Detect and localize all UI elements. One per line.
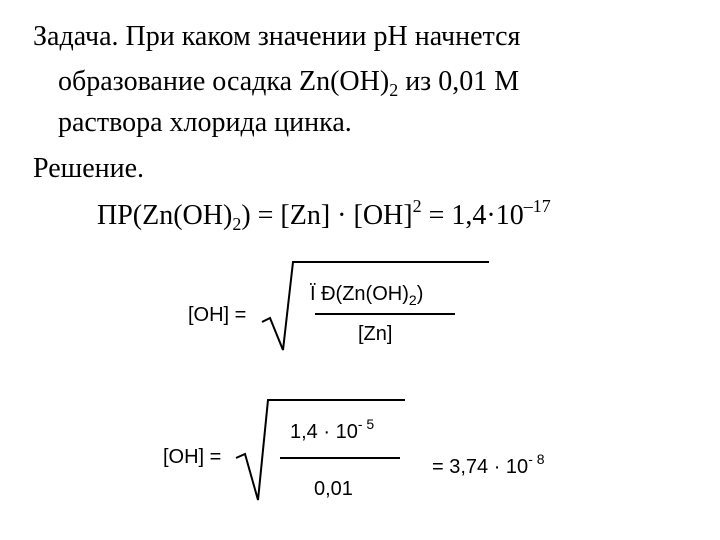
solution-heading: Решение. bbox=[33, 153, 145, 184]
formula1-lhs: [OH] = bbox=[188, 304, 247, 326]
formula2-denominator: 0,01 bbox=[314, 478, 353, 500]
formula1-denominator: [Zn] bbox=[358, 323, 393, 345]
formula2-lhs: [OH] = bbox=[163, 446, 222, 468]
formula2-result: = $3,74 \cdot 10^{- 8}$ bbox=[432, 451, 545, 478]
formula2-numerator: $1,4 \cdot 10^{- 5}$ bbox=[290, 416, 375, 443]
task-line-3: раствора хлорида цинка. bbox=[58, 107, 352, 138]
task-line-2: образование осадка $Zn(OH)_2$ из 0,01 М bbox=[58, 66, 520, 100]
task-line-1: Задача. При каком значении рН начнется bbox=[33, 21, 521, 52]
solubility-product-equation: $ПР(Zn(OH)_2) = [Zn] \cdot [OH]^2 = 1,4\cdot 10^{-17}$ bbox=[97, 196, 551, 234]
formula1-numerator: Ï $Ð(Zn(OH)_2)$ bbox=[310, 283, 424, 308]
